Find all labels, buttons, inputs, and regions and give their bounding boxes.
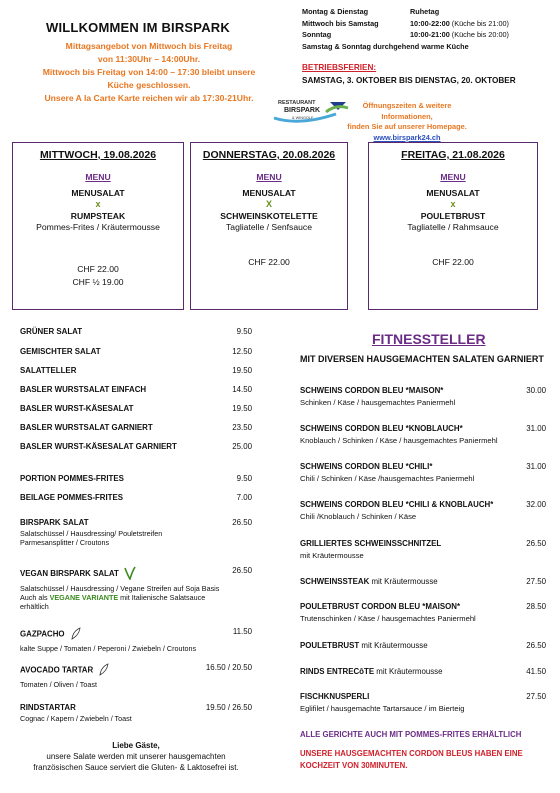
hours-row — [302, 29, 509, 41]
hours-time-value: 10:00-22:00 — [410, 18, 450, 28]
menu-item — [20, 627, 252, 654]
item-name: FISCHKNUSPERLI — [300, 692, 370, 701]
menu-item — [20, 404, 252, 413]
item-suffix: mit Kräutermousse — [369, 577, 438, 586]
menu-item — [20, 442, 252, 451]
page-title: WILLKOMMEN IM BIRSPARK — [46, 20, 230, 35]
hours-row — [302, 6, 509, 18]
menu-price: CHF 22.00 — [432, 257, 474, 267]
fitness-item — [300, 500, 546, 521]
item-price: 30.00 — [526, 386, 546, 395]
item-name: BASLER WURSTSALAT EINFACH — [20, 385, 147, 394]
menu-item — [20, 566, 252, 611]
vegan-leaf-icon — [98, 663, 110, 678]
hours-time-value: 10:00-21:00 — [410, 30, 450, 39]
item-name: SCHWEINSSTEAK — [300, 577, 370, 586]
menu-label: MENU — [85, 172, 111, 182]
item-price: 9.50 — [236, 327, 252, 336]
hours-day: Samstag & Sonntag durchgehend warme Küche — [302, 41, 469, 51]
item-name: GRÜNER SALAT — [20, 327, 83, 336]
menu-item — [20, 366, 252, 375]
menu-item — [20, 474, 252, 483]
intro-line: Mittagsangebot von Mittwoch bis Freitag — [65, 41, 233, 51]
item-name: SCHWEINS CORDON BLEU *MAISON* — [300, 386, 444, 395]
day-date: FREITAG, 21.08.2026 — [401, 149, 505, 161]
menu-side: Pommes-Frites / Kräutermousse — [36, 222, 160, 232]
item-desc: Knoblauch / Schinken / Käse / hausgemachtes Paniermehl — [300, 436, 498, 445]
fitness-item — [300, 462, 546, 483]
hours-row — [302, 41, 509, 53]
hours-day: Mittwoch bis Samstag — [302, 18, 379, 28]
homepage-link[interactable]: www.birspark24.ch — [373, 132, 441, 142]
hours-note: (Küche bis 21:00) — [451, 18, 509, 28]
closing-line: unsere Salate werden mit unserer hausgemachten — [46, 752, 226, 761]
fitness-subtitle: MIT DIVERSEN HAUSGEMACHTEN SALATEN GARNIERT — [300, 354, 544, 364]
item-name: SCHWEINS CORDON BLEU *CHILI & KNOBLAUCH* — [300, 500, 494, 509]
day-menu-thursday — [190, 142, 348, 310]
item-price: 32.00 — [526, 500, 546, 509]
intro-line: Unsere A la Carte Karte reichen wir ab 17:30-21Uhr. — [44, 93, 254, 103]
menu-side: Tagliatelle / Senfsauce — [226, 222, 312, 232]
item-price: 26.50 — [232, 518, 252, 527]
menu-item — [20, 493, 252, 502]
info-line: finden Sie auf unserer Homepage. — [347, 122, 467, 131]
fitness-item — [300, 641, 546, 650]
intro-line: Mittwoch bis Freitag von 14:00 – 17:30 bleibt unsere — [42, 67, 256, 77]
item-suffix: mit Kräutermousse — [359, 641, 428, 650]
menu-label: MENU — [256, 172, 282, 182]
logo-line-2: BIRSPARK — [284, 107, 321, 114]
item-desc: Chili / Schinken / Käse /hausgemachtes Paniermehl — [300, 474, 475, 483]
menu-separator: x — [450, 199, 456, 209]
item-price: 19.50 — [232, 404, 252, 413]
menu-main: SCHWEINSKOTELETTE — [220, 211, 318, 221]
item-name: SCHWEINS CORDON BLEU *CHILI* — [300, 462, 433, 471]
item-price: 26.50 — [232, 566, 252, 575]
menu-starter: MENUSALAT — [242, 188, 296, 198]
item-desc: erhältlich — [20, 602, 49, 611]
item-desc: Eglifilet / hausgemachte Tartarsauce / im Bierteig — [300, 704, 465, 713]
fitness-item — [300, 667, 546, 676]
item-desc: Cognac / Kapern / Zwiebeln / Toast — [20, 714, 132, 723]
item-name: BASLER WURST-KÄSESALAT GARNIERT — [20, 442, 177, 451]
holiday-period: SAMSTAG, 3. OKTOBER BIS DIENSTAG, 20. OKTOBER — [302, 76, 516, 85]
item-price: 31.00 — [526, 462, 546, 471]
day-menu-wednesday — [12, 142, 184, 310]
day-date: MITTWOCH, 19.08.2026 — [39, 149, 157, 161]
intro-text — [18, 40, 280, 105]
item-price: 16.50 / 20.50 — [205, 663, 252, 672]
item-name: BASLER WURST-KÄSESALAT — [20, 404, 134, 413]
item-name: VEGAN BIRSPARK SALAT — [20, 569, 119, 579]
menu-item — [20, 518, 252, 547]
item-price: 26.50 — [526, 641, 546, 650]
opening-hours — [302, 6, 509, 52]
menu-price: CHF 22.00 — [77, 264, 119, 274]
item-desc — [20, 593, 252, 602]
item-price: 12.50 — [232, 347, 252, 356]
item-name: PORTION POMMES-FRITES — [20, 474, 124, 483]
item-desc-part: Auch als — [20, 593, 50, 602]
fitness-item — [300, 602, 546, 623]
menu-side: Tagliatelle / Rahmsauce — [407, 222, 499, 232]
menu-item — [20, 327, 252, 336]
item-desc: kalte Suppe / Tomaten / Peperoni / Zwiebeln / Croutons — [20, 644, 197, 653]
item-name: GAZPACHO — [20, 629, 65, 639]
menu-item — [20, 423, 252, 432]
item-name: BIRSPARK SALAT — [20, 518, 89, 527]
menu-separator: X — [265, 199, 272, 209]
hours-day: Montag & Dienstag — [302, 7, 369, 16]
vegan-variant-label: VEGANE VARIANTE — [49, 593, 119, 602]
item-price: 19.50 — [232, 366, 252, 375]
hours-row — [302, 18, 509, 30]
item-name: BASLER WURSTSALAT GARNIERT — [20, 423, 153, 432]
intro-line: Küche geschlossen. — [107, 80, 191, 90]
item-price: 31.00 — [526, 424, 546, 433]
menu-item — [20, 385, 252, 394]
day-date: DONNERSTAG, 20.08.2026 — [202, 149, 336, 161]
vegan-leaf-icon — [70, 627, 82, 642]
item-price: 14.50 — [232, 385, 252, 394]
item-name: SCHWEINS CORDON BLEU *KNOBLAUCH* — [300, 424, 463, 433]
item-price: 27.50 — [526, 692, 546, 701]
menu-main: POULETBRUST — [420, 211, 486, 221]
menu-label: MENU — [440, 172, 466, 182]
item-desc: Trutenschinken / Käse / hausgemachtes Paniermehl — [300, 614, 476, 623]
item-suffix: mit Kräutermousse — [374, 667, 443, 676]
item-price: 7.00 — [236, 493, 252, 502]
item-price: 23.50 — [232, 423, 252, 432]
fitness-title: FITNESSTELLER — [372, 331, 486, 347]
holiday-heading: BETRIEBSFERIEN: — [302, 63, 377, 72]
item-desc: Parmesansplitter / Croutons — [20, 538, 110, 547]
closing-greeting: Liebe Gäste, — [112, 741, 160, 750]
hours-note: (Küche bis 20:00) — [451, 30, 509, 39]
hours-day: Sonntag — [302, 30, 332, 39]
item-desc: Salatschüssel / Hausdressing/ Pouletstreifen — [20, 529, 163, 538]
closing-note — [20, 740, 252, 773]
logo-line-1: RESTAURANT — [278, 100, 316, 106]
fitness-item — [300, 424, 546, 445]
item-price: 19.50 / 26.50 — [205, 703, 252, 712]
item-price: 41.50 — [526, 667, 546, 676]
item-desc: Schinken / Käse / hausgemachtes Paniermehl — [300, 398, 456, 407]
item-price: 28.50 — [526, 602, 546, 611]
item-desc-part: mit Italienische Salatsauce — [118, 593, 206, 602]
item-name: GEMISCHTER SALAT — [20, 347, 101, 356]
item-name: SALATTELLER — [20, 366, 77, 375]
item-price: 11.50 — [232, 627, 252, 636]
item-name: BEILAGE POMMES-FRITES — [20, 493, 124, 502]
menu-starter: MENUSALAT — [71, 188, 125, 198]
closing-line: französischen Sauce serviert die Gluten- & Laktosefrei ist. — [33, 763, 239, 772]
item-name: RINDSTARTAR — [20, 703, 76, 712]
info-line: Öffnungszeiten & weitere Informationen, — [362, 101, 452, 121]
fries-note: ALLE GERICHTE AUCH MIT POMMES-FRITES ERHÄLTLICH — [300, 730, 522, 739]
menu-item — [20, 663, 252, 690]
item-desc: mit Kräutermousse — [300, 551, 364, 560]
vegan-leaf-icon — [124, 566, 136, 582]
hours-time — [410, 18, 509, 30]
fitness-item — [300, 386, 546, 407]
item-name: POULETBRUST — [300, 641, 360, 650]
item-name: AVOCADO TARTAR — [20, 665, 94, 675]
logo-line-3: & WINGOLF — [292, 116, 314, 120]
menu-price: CHF 22.00 — [248, 257, 290, 267]
fitness-item — [300, 539, 546, 560]
cordon-bleu-note: UNSERE HAUSGEMACHTEN CORDON BLEUS HABEN EINE KOCHZEIT VON 30MINUTEN. — [300, 749, 523, 770]
item-name: POULETBRUST CORDON BLEU *MAISON* — [300, 602, 461, 611]
hours-time — [410, 29, 509, 41]
hours-time: Ruhetag — [410, 7, 440, 16]
menu-item — [20, 703, 252, 724]
fitness-item — [300, 692, 546, 713]
menu-starter: MENUSALAT — [426, 188, 480, 198]
day-menu-friday — [368, 142, 538, 310]
item-desc: Chili /Knoblauch / Schinken / Käse — [300, 512, 417, 521]
item-name: GRILLIERTES SCHWEINSSCHNITZEL — [300, 539, 442, 548]
menu-separator: x — [95, 199, 101, 209]
item-price: 27.50 — [526, 577, 546, 586]
item-price: 9.50 — [236, 474, 252, 483]
item-price: 26.50 — [526, 539, 546, 548]
menu-item — [20, 347, 252, 356]
item-desc: Tomaten / Oliven / Toast — [20, 680, 97, 689]
menu-price-half: CHF ½ 19.00 — [72, 277, 124, 287]
menu-main: RUMPSTEAK — [70, 211, 126, 221]
item-price: 25.00 — [232, 442, 252, 451]
homepage-info — [338, 101, 476, 143]
item-desc: Salatschüssel / Hausdressing / Vegane Streifen auf Soja Basis — [20, 584, 220, 593]
fitness-item — [300, 577, 546, 586]
intro-line: von 11:30Uhr – 14:00Uhr. — [97, 54, 201, 64]
item-name: RINDS ENTRECôTE — [300, 667, 375, 676]
